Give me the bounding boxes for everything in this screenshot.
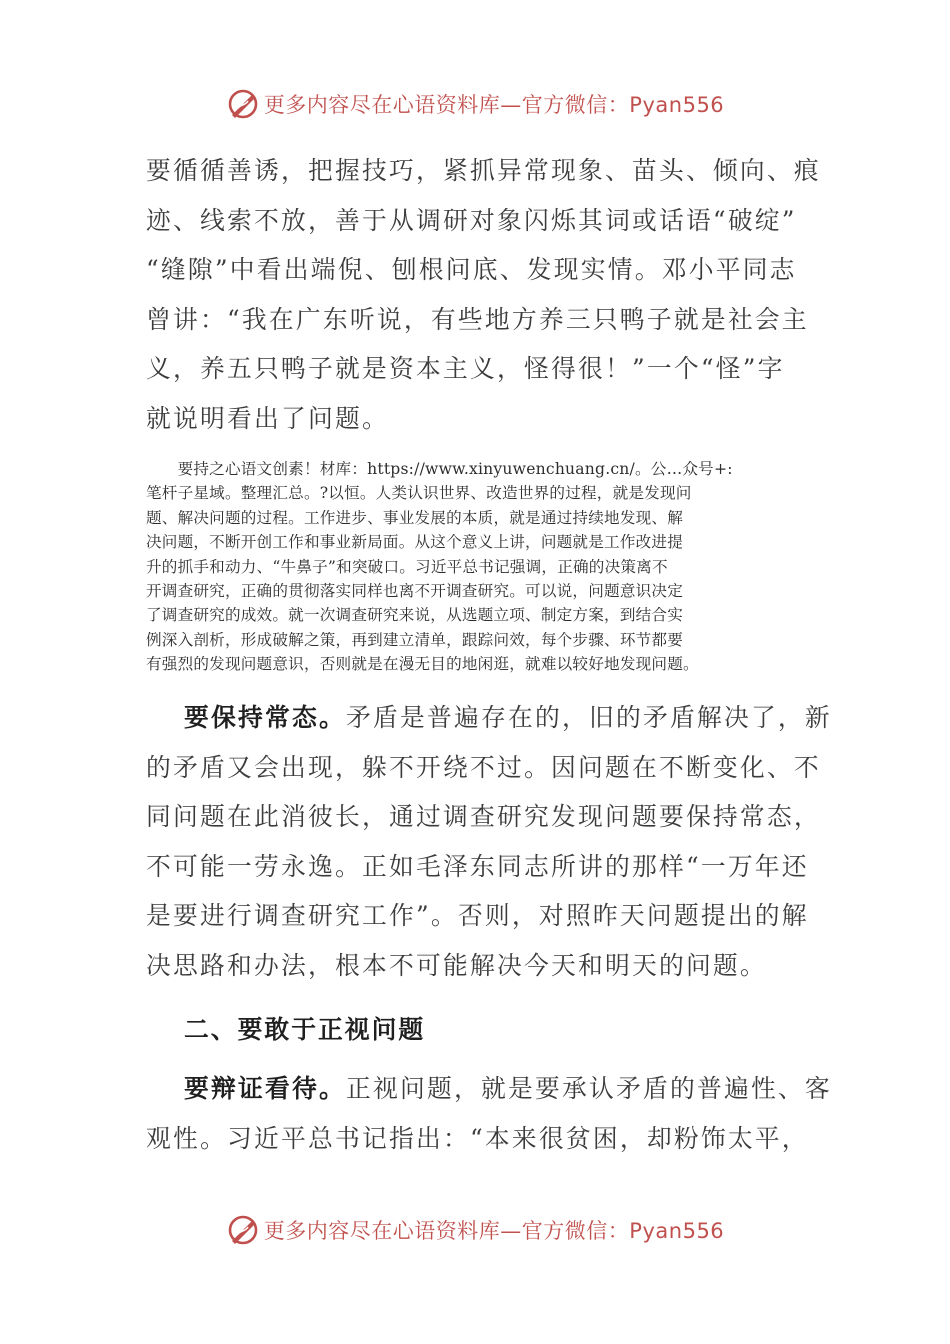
text-line: 曾讲：“我在广东听说，有些地方养三只鸭子就是社会主 xyxy=(146,304,809,334)
watermark-text: 更多内容尽在心语资料库—官方微信：Pyan556 xyxy=(263,1219,725,1243)
text-line: 观性。习近平总书记指出：“本来很贫困，却粉饰太平， xyxy=(146,1123,809,1153)
text-run: 正视问题，就是要承认矛盾的普遍性、客 xyxy=(345,1074,832,1103)
text-line-first xyxy=(146,693,832,743)
heading-text: 二、要敢于正视问题 xyxy=(184,1015,426,1044)
paragraph-3 xyxy=(146,693,832,991)
pen-logo-icon xyxy=(226,1213,260,1247)
text-line: 义，养五只鸭子就是资本主义，怪得很！”一个“怪”字 xyxy=(146,354,785,384)
text-line: 决问题，不断开创工作和事业新局面。从这个意义上讲，问题就是工作改进提 xyxy=(146,533,683,552)
text-run: 矛盾是普遍存在的，旧的矛盾解决了，新 xyxy=(345,703,832,732)
text-line: 有强烈的发现问题意识，否则就是在漫无目的地闲逛，就难以较好地发现问题。 xyxy=(146,655,699,674)
text-line: 要循循善诱，把握技巧，紧抓异常现象、苗头、倾向、痕 xyxy=(146,156,821,185)
watermark-banner-bottom xyxy=(0,1212,950,1248)
text-line: 不可能一劳永逸。正如毛泽东同志所讲的那样“一万年还 xyxy=(146,851,809,881)
watermark-banner-top xyxy=(0,86,950,122)
text-line: 的矛盾又会出现，躲不开绕不过。因问题在不断变化、不 xyxy=(146,752,821,782)
text-line: 了调查研究的成效。就一次调查研究来说，从选题立项、制定方案，到结合实 xyxy=(146,606,683,625)
text-line: 决思路和办法，根本不可能解决今天和明天的问题。 xyxy=(146,950,767,980)
text-line: 升的抓手和动力、“牛鼻子”和突破口。习近平总书记强调，正确的决策离不 xyxy=(146,557,668,576)
paragraph-1 xyxy=(146,146,821,444)
text-line: 笔杆子星域。整理汇总。?以恒。人类认识世界、改造世界的过程，就是发现问 xyxy=(146,484,692,503)
paragraph-4 xyxy=(146,1064,832,1163)
text-line: 例深入剖析，形成破解之策，再到建立清单，跟踪问效，每个步骤、环节都要 xyxy=(146,630,683,649)
text-line: 要持之心语文创素！材库：https://www.xinyuwenchuang.cn/。公…众号+: xyxy=(146,460,733,478)
text-line: 是要进行调查研究工作”。否则，对照昨天问题提出的解 xyxy=(146,901,809,931)
text-line: 题、解决问题的过程。工作进步、事业发展的本质，就是通过持续地发现、解 xyxy=(146,508,683,527)
text-line: 迹、线索不放，善于从调研对象闪烁其词或话语“破绽” xyxy=(146,205,797,235)
text-line: “缝隙”中看出端倪、刨根问底、发现实情。邓小平同志 xyxy=(146,255,797,285)
text-line: 就说明看出了问题。 xyxy=(146,403,389,433)
section-heading xyxy=(184,1010,844,1046)
text-line-first xyxy=(146,1064,832,1114)
lead-bold: 要辩证看待。 xyxy=(184,1074,346,1103)
text-line: 开调查研究，正确的贯彻落实同样也离不开调查研究。可以说，问题意识决定 xyxy=(146,582,683,601)
watermark-text: 更多内容尽在心语资料库—官方微信：Pyan556 xyxy=(263,93,725,117)
pen-logo-icon xyxy=(226,87,260,121)
lead-bold: 要保持常态。 xyxy=(184,703,346,732)
text-line: 同问题在此消彼长，通过调查研究发现问题要保持常态， xyxy=(146,802,821,832)
paragraph-2-small xyxy=(146,457,806,677)
